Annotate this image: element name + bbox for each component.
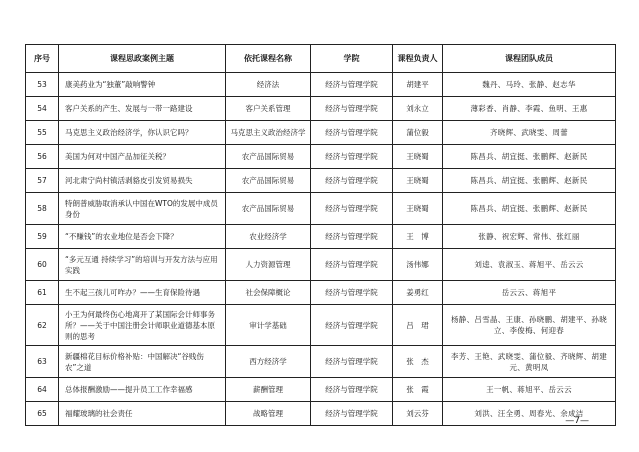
row-topic: 总体报酬激励——提升员工工作幸福感 (59, 378, 226, 402)
row-no: 58 (26, 193, 59, 225)
row-no: 63 (26, 346, 59, 378)
row-course: 战略管理 (226, 402, 311, 426)
row-college: 经济与管理学院 (311, 73, 393, 97)
row-college: 经济与管理学院 (311, 305, 393, 346)
header-no: 序号 (26, 45, 59, 73)
row-lead: 王晓蜀 (393, 169, 443, 193)
table-row (26, 193, 616, 225)
row-topic: “不赚钱”的农业地位是否会下降？ (59, 225, 226, 249)
row-lead: 刘云芬 (393, 402, 443, 426)
row-team: 刘逵、袁淑玉、蒋旭平、岳云云 (443, 249, 616, 281)
header-course: 依托课程名称 (226, 45, 311, 73)
row-topic: “多元互通 持续学习”的培训与开发方法与应用实践 (59, 249, 226, 281)
row-team: 张静、祝宏辉、常伟、张红丽 (443, 225, 616, 249)
row-lead: 刘永立 (393, 97, 443, 121)
table-row (26, 225, 616, 249)
row-team: 魏丹、马玲、张静、赵志华 (443, 73, 616, 97)
row-topic: 美国为何对中国产品加征关税？ (59, 145, 226, 169)
table-row (26, 145, 616, 169)
row-course: 马克思主义政治经济学 (226, 121, 311, 145)
row-course: 农产品国际贸易 (226, 169, 311, 193)
row-college: 经济与管理学院 (311, 378, 393, 402)
table-row (26, 97, 616, 121)
row-lead: 汤伟娜 (393, 249, 443, 281)
page-number: —7— (565, 416, 589, 426)
row-course: 农产品国际贸易 (226, 193, 311, 225)
table-row (26, 121, 616, 145)
row-lead: 王晓蜀 (393, 193, 443, 225)
table-row (26, 402, 616, 426)
row-topic: 福耀玻璃的社会责任 (59, 402, 226, 426)
table-row (26, 346, 616, 378)
table-row (26, 378, 616, 402)
row-lead: 王晓蜀 (393, 145, 443, 169)
row-no: 53 (26, 73, 59, 97)
row-topic: 客户关系的产生、发展与一带一路建设 (59, 97, 226, 121)
case-table (25, 44, 616, 426)
row-team: 薄彩香、肖静、李霞、鱼明、王惠 (443, 97, 616, 121)
row-course: 西方经济学 (226, 346, 311, 378)
row-team: 岳云云、蒋旭平 (443, 281, 616, 305)
row-college: 经济与管理学院 (311, 121, 393, 145)
table-row (26, 305, 616, 346)
row-lead: 吕 珺 (393, 305, 443, 346)
row-no: 55 (26, 121, 59, 145)
row-college: 经济与管理学院 (311, 97, 393, 121)
row-team: 王一帆、蒋旭平、岳云云 (443, 378, 616, 402)
row-lead: 王 博 (393, 225, 443, 249)
row-topic: 小王为何最终伤心地离开了某国际会计师事务所？——关于中国注册会计师职业道德基本原则的思考 (59, 305, 226, 346)
row-college: 经济与管理学院 (311, 402, 393, 426)
table-row (26, 73, 616, 97)
row-no: 60 (26, 249, 59, 281)
row-course: 客户关系管理 (226, 97, 311, 121)
row-no: 54 (26, 97, 59, 121)
row-course: 社会保障概论 (226, 281, 311, 305)
row-course: 农业经济学 (226, 225, 311, 249)
row-topic: 生不起三孩儿可咋办？——生育保险待遇 (59, 281, 226, 305)
row-college: 经济与管理学院 (311, 169, 393, 193)
header-team: 课程团队成员 (443, 45, 616, 73)
header-college: 学院 (311, 45, 393, 73)
row-college: 经济与管理学院 (311, 193, 393, 225)
row-team: 杨静、吕雪晶、王康、孙晓鹏、胡建平、孙晓立、李俊梅、何迎春 (443, 305, 616, 346)
row-course: 薪酬管理 (226, 378, 311, 402)
row-college: 经济与管理学院 (311, 225, 393, 249)
row-team: 陈昌兵、胡宜挺、张鹏辉、赵新民 (443, 145, 616, 169)
row-lead: 张 杰 (393, 346, 443, 378)
row-topic: 马克思主义政治经济学，你认识它吗？ (59, 121, 226, 145)
row-course: 经济法 (226, 73, 311, 97)
row-lead: 胡建平 (393, 73, 443, 97)
row-college: 经济与管理学院 (311, 346, 393, 378)
row-lead: 姜勇红 (393, 281, 443, 305)
row-team: 李芳、王艳、武晓雯、蒲位毅、齐晓辉、胡建元、黄明凤 (443, 346, 616, 378)
table-row (26, 249, 616, 281)
row-team: 刘洪、汪全勇、周春光、余成洁 (443, 402, 616, 426)
row-college: 经济与管理学院 (311, 281, 393, 305)
row-no: 65 (26, 402, 59, 426)
header-row (26, 45, 616, 73)
row-no: 61 (26, 281, 59, 305)
row-college: 经济与管理学院 (311, 249, 393, 281)
row-course: 农产品国际贸易 (226, 145, 311, 169)
row-team: 齐晓辉、武晓雯、周蕾 (443, 121, 616, 145)
row-topic: 河北肃宁尚村镇活剥貉皮引发贸易损失 (59, 169, 226, 193)
row-no: 57 (26, 169, 59, 193)
table-row (26, 281, 616, 305)
row-no: 59 (26, 225, 59, 249)
row-lead: 张 霞 (393, 378, 443, 402)
row-lead: 蒲位毅 (393, 121, 443, 145)
row-topic: 新疆棉花目标价格补贴：中国解决“谷贱伤农”之道 (59, 346, 226, 378)
row-team: 陈昌兵、胡宜挺、张鹏辉、赵新民 (443, 169, 616, 193)
row-topic: 康美药业为“独董”敲响警钟 (59, 73, 226, 97)
header-lead: 课程负责人 (393, 45, 443, 73)
row-no: 62 (26, 305, 59, 346)
row-no: 56 (26, 145, 59, 169)
row-college: 经济与管理学院 (311, 145, 393, 169)
row-no: 64 (26, 378, 59, 402)
header-topic: 课程思政案例主题 (59, 45, 226, 73)
row-team: 陈昌兵、胡宜挺、张鹏辉、赵新民 (443, 193, 616, 225)
row-course: 人力资源管理 (226, 249, 311, 281)
row-course: 审计学基础 (226, 305, 311, 346)
row-topic: 特朗普威胁取消承认中国在WTO的发展中成员身份 (59, 193, 226, 225)
table-row (26, 169, 616, 193)
